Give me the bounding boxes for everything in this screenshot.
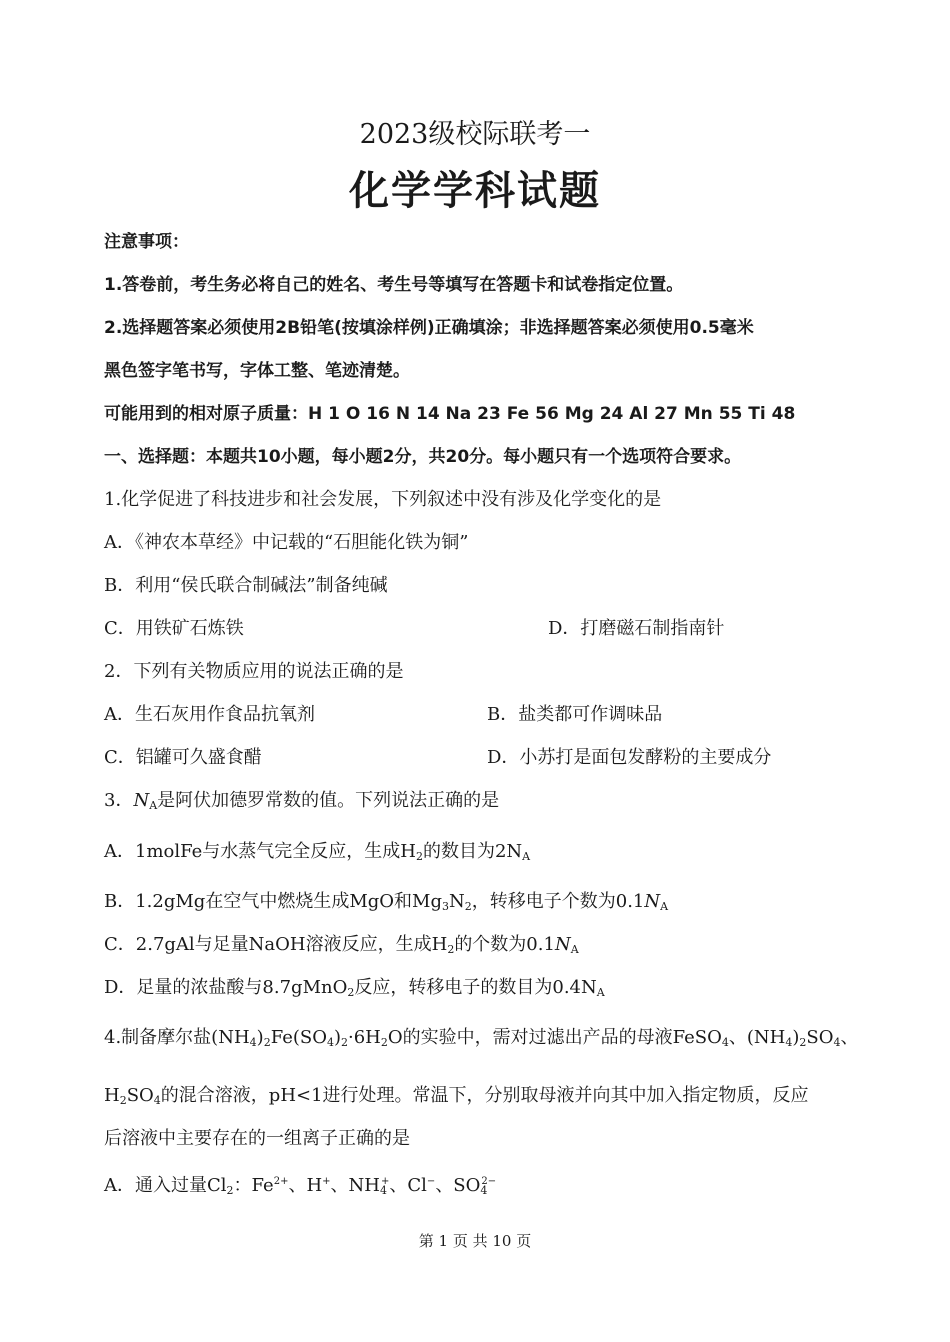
q4-a-pre: A．通入过量Cl (104, 1175, 227, 1196)
q3-d-text: D．足量的浓盐酸与8.7gMnO (104, 977, 348, 998)
q3-a-sub2: A (522, 850, 531, 863)
q1-stem: 1.化学促进了科技进步和社会发展，下列叙述中没有涉及化学变化的是 (104, 489, 662, 510)
q4-a-sub-so: 4 (480, 1184, 488, 1197)
notice-item-2a: 2.选择题答案必须使用2B铅笔(按填涂样例)正确填涂；非选择题答案必须使用0.5毫米 (104, 318, 754, 338)
q4-a-sup1: 2+ (273, 1176, 289, 1187)
q4-a-sup2: + (322, 1176, 331, 1187)
q4-a-nh: 、NH (330, 1175, 380, 1196)
q4-a-h: 、H (288, 1175, 323, 1196)
q4-s2: 2 (263, 1036, 271, 1049)
q4-p2: ) (256, 1027, 264, 1048)
q3-a-mid: 的数目为2N (422, 841, 523, 862)
q4-a-s1: 2 (226, 1184, 234, 1197)
q3-number: 3． (104, 790, 134, 811)
q4-option-a (104, 1170, 496, 1203)
q4-stem-line1 (104, 1026, 859, 1055)
q3-c-text: C．2.7gAl与足量NaOH溶液反应，生成H (104, 934, 448, 955)
q3-stem (104, 789, 499, 818)
notice-item-2b: 黑色签字笔书写，字体工整、笔迹清楚。 (104, 361, 410, 381)
q4-s4: 2 (341, 1036, 348, 1049)
q3-stem-text: 是阿伏加德罗常数的值。下列说法正确的是 (157, 790, 500, 811)
q1-option-c: C．用铁矿石炼铁 (104, 618, 244, 639)
q4-s6: 4 (721, 1036, 729, 1049)
q3-b-sub2: 2 (464, 900, 472, 913)
q2-option-a: A．生石灰用作食品抗氧剂 (104, 704, 315, 725)
q3-d-sub: 2 (347, 986, 355, 999)
q4-a-sub-nh: 4 (380, 1184, 387, 1197)
q4-l2-post: 的混合溶液，pH<1进行处理。常温下，分别取母液并向其中加入指定物质，反应 (160, 1085, 809, 1106)
q3-a-sub: 2 (415, 850, 423, 863)
q4-a-cl: 、Cl (389, 1175, 427, 1196)
q4-s8: 2 (799, 1036, 807, 1049)
q4-p3: Fe(SO (270, 1027, 327, 1048)
q3-c-na: N (554, 934, 571, 955)
q3-c-na-sub: A (570, 943, 579, 956)
q3-c-sub: 2 (447, 943, 455, 956)
q4-stem-line2 (104, 1084, 809, 1113)
q3-option-b (104, 890, 668, 919)
q4-l2-pre: H (104, 1085, 120, 1106)
q4-l2-s1: 2 (119, 1094, 127, 1107)
q4-p9: SO (806, 1027, 834, 1048)
q4-p4: ) (333, 1027, 341, 1048)
q3-option-a (104, 840, 530, 869)
q4-p6: O的实验中，需对过滤出产品的母液FeSO (387, 1027, 722, 1048)
q4-s3: 4 (326, 1036, 334, 1049)
q3-option-d (104, 976, 605, 1005)
q2-option-d: D．小苏打是面包发酵粉的主要成分 (487, 747, 772, 768)
q4-a-sup-nh: + (381, 1176, 390, 1187)
q3-d-post: 反应，转移电子的数目为0.4N (354, 977, 597, 998)
q4-p8: ) (792, 1027, 800, 1048)
q4-s5: 2 (380, 1036, 388, 1049)
q4-p5: ·6H (348, 1027, 381, 1048)
q4-s9: 4 (833, 1036, 841, 1049)
q2-option-b: B．盐类都可作调味品 (487, 704, 663, 725)
q4-l2-mid: SO (126, 1085, 154, 1106)
notice-title: 注意事项： (104, 232, 189, 252)
exam-title: 化学学科试题 (349, 168, 601, 214)
q3-b-post: ，转移电子个数为0.1 (471, 891, 645, 912)
q4-stem-line3: 后溶液中主要存在的一组离子正确的是 (104, 1128, 410, 1149)
q3-a-text: A．1molFe与水蒸气完全反应，生成H (104, 841, 416, 862)
q4-a-sup-so: 2− (481, 1176, 497, 1187)
atomic-masses: 可能用到的相对原子质量：H 1 O 16 N 14 Na 23 Fe 56 Mg 24 Al 27 Mn 55 Ti 48 (104, 404, 796, 424)
q4-a-colon: ：Fe (233, 1175, 274, 1196)
q3-na-symbol: N (133, 790, 150, 811)
q2-stem: 2．下列有关物质应用的说法正确的是 (104, 661, 404, 682)
q1-option-d: D．打磨磁石制指南针 (548, 618, 725, 639)
section-heading: 一、选择题：本题共10小题，每小题2分，共20分。每小题只有一个选项符合要求。 (104, 447, 742, 467)
q3-b-sub1: 3 (442, 900, 449, 913)
q4-p7: 、(NH (728, 1027, 786, 1048)
q3-option-c (104, 933, 579, 962)
q4-s1: 4 (249, 1036, 257, 1049)
q3-na-subscript: A (149, 799, 158, 812)
q2-option-c: C．铝罐可久盛食醋 (104, 747, 262, 768)
q3-b-mid: N (449, 891, 465, 912)
q3-c-post: 的个数为0.1 (454, 934, 555, 955)
q4-p1: 4.制备摩尔盐(NH (104, 1027, 250, 1048)
exam-subtitle: 2023级校际联考一 (359, 119, 591, 150)
q4-a-so: 、SO (435, 1175, 481, 1196)
q3-b-na: N (644, 891, 661, 912)
q3-b-na-sub: A (660, 900, 669, 913)
q4-l2-s2: 4 (153, 1094, 161, 1107)
q4-s7: 4 (785, 1036, 793, 1049)
q3-d-sub2: A (596, 986, 605, 999)
page-footer: 第 1 页 共 10 页 (418, 1232, 532, 1250)
q4-p10: 、 (840, 1027, 859, 1048)
q1-option-b: B．利用“侯氏联合制碱法”制备纯碱 (104, 575, 388, 596)
q3-b-text: B．1.2gMg在空气中燃烧生成MgO和Mg (104, 891, 442, 912)
notice-item-1: 1.答卷前，考生务必将自己的姓名、考生号等填写在答题卡和试卷指定位置。 (104, 275, 684, 295)
q4-a-sup-cl: − (426, 1176, 436, 1187)
q1-option-a: A．《神农本草经》中记载的“石胆能化铁为铜” (104, 532, 469, 553)
